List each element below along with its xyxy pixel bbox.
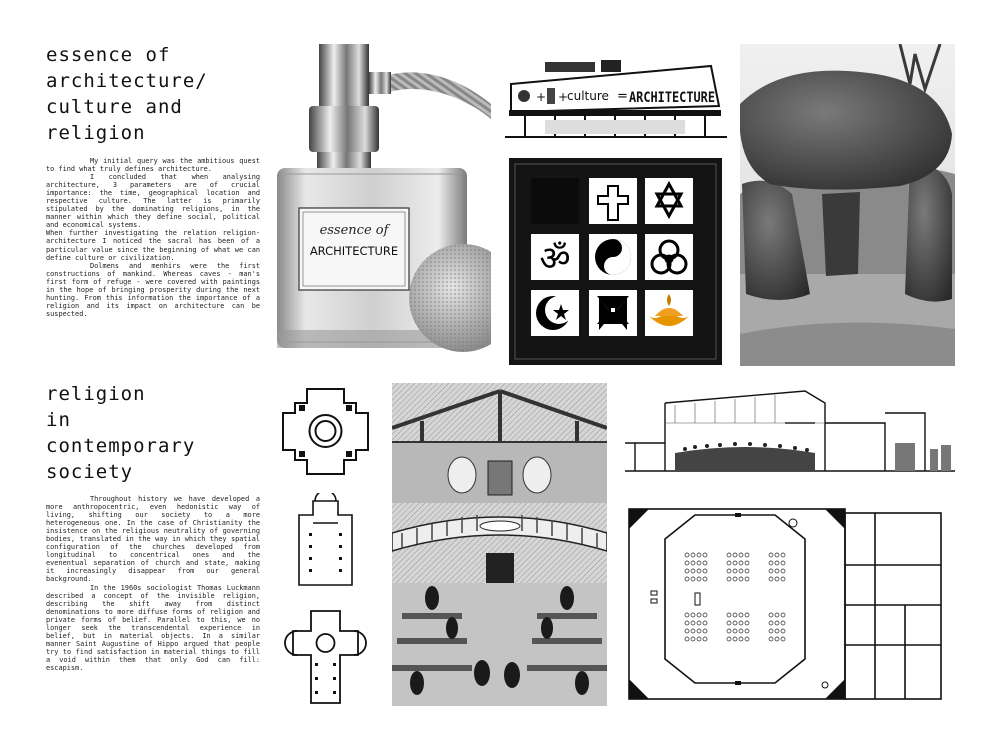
religious-symbols-board (509, 158, 722, 365)
heading-line: contemporary (46, 435, 196, 457)
culture-word: culture (567, 89, 609, 103)
heading-line: architecture/ (46, 70, 208, 92)
culture-equation-illustration (505, 58, 727, 140)
paragraph: When further investigating the relation religion-architecture I noticed the sacral has been of a particular value since the beginning of what we can define culture or civilization. (46, 229, 260, 262)
plus-sign: + (558, 90, 569, 104)
church-plan-latin-cross (277, 607, 374, 707)
plus-sign: + (536, 90, 547, 104)
section-title-essence (46, 42, 208, 146)
perfume-label-line1: essence of (319, 223, 389, 238)
paragraph: Dolmens and menhirs were the first constructions of mankind. Whereas caves - man's first form of refuge - were covered with paintings in the hope of bringing prosperity during the next hunting. From this information the importance of a religion and its impact on architecture can be suspected. (46, 261, 260, 318)
heading-line: essence of (46, 44, 171, 66)
church-floor-plan (625, 495, 947, 705)
heading-line: religion (46, 122, 146, 144)
paragraph: My initial query was the ambitious quest to find what truly defines architecture. (46, 157, 260, 174)
column-icon (547, 88, 555, 104)
heading-line: in (46, 409, 71, 431)
heading-line: culture and (46, 96, 183, 118)
section-title-religion (46, 381, 195, 485)
church-plan-basilica (277, 493, 374, 593)
paragraph: In the 1960s sociologist Thomas Luckmann described a concept of the invisible religion, describing the shift away from distinct denominations to more diffuse forms of religion and private forms of belief. Parallel to this, we no longer seek the transcendental experience in belief, but in material objects. In a similar manner Saint Augustine of Hippo argued that people try to find satisfaction in material things to fill a void within them that only God can fill: escapism. (46, 583, 260, 672)
paragraph: Throughout history we have developed a more anthropocentric, even hedonistic way of living, shifting our society to a more heterogeneous one. In the case of Christianity the insistence on the religious neutrality of governing bodies, translated in the way in which they spatial configuration of the churches developed from longitudinal to concentrical ones and the evenentual separation of church and state, making it increasingly disappear from our general background. (46, 495, 260, 584)
perfume-label-line2: ARCHITECTURE (309, 244, 399, 258)
globe-icon (518, 90, 530, 102)
church-section-drawing (625, 383, 955, 479)
architecture-word: ARCHITECTURE (629, 90, 715, 106)
om-icon: ॐ (539, 239, 571, 279)
heading-line: society (46, 461, 134, 483)
dolmen-photo (740, 44, 955, 366)
perfume-bottle-image (277, 44, 491, 366)
heading-line: religion (46, 383, 146, 405)
yin-yang-icon (595, 239, 631, 275)
equals-sign: = (617, 89, 628, 104)
church-interior-engraving (392, 383, 607, 706)
religion-body-text (46, 495, 260, 672)
paragraph: I concluded that when analysing architecture, 3 parameters are of crucial importance: the time, geographical location and respective culture. The latter is primarily stipulated by the dominating religions, in the manner within which they define social, political and economical systems. (46, 173, 260, 230)
church-plan-centralized (277, 383, 374, 479)
essence-body-text (46, 157, 260, 318)
